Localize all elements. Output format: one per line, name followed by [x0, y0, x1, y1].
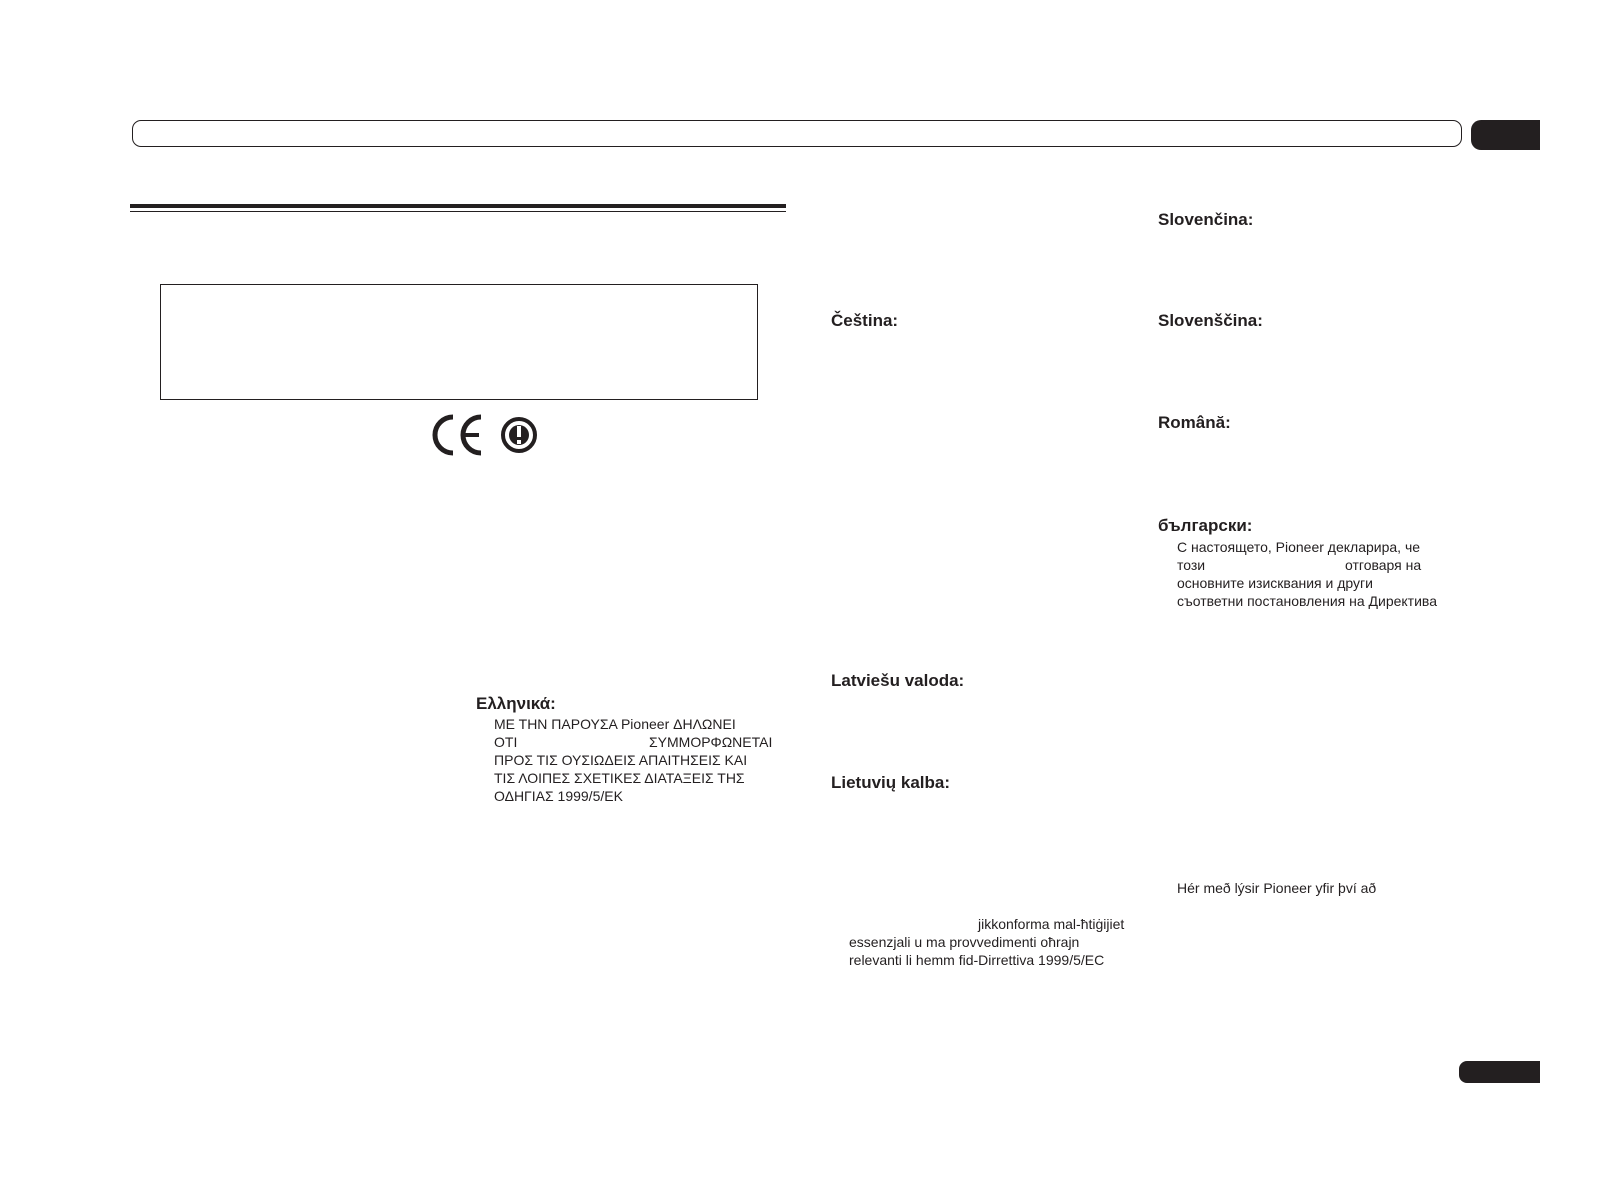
- heading-slovak: Slovenčina:: [1158, 210, 1254, 229]
- heading-latvian: Latviešu valoda:: [831, 671, 965, 690]
- heading-czech: Čeština:: [831, 311, 899, 330]
- ce-mark-icon: [435, 417, 481, 453]
- title-rule-thick: [130, 204, 786, 208]
- heading-greek: Ελληνικά:: [476, 694, 556, 713]
- maltese-line-2: essenzjali u ma provvedimenti oħrajn: [849, 934, 1080, 950]
- maltese-line-3: relevanti li hemm fid-Dirrettiva 1999/5/EC: [849, 952, 1105, 968]
- title-rule-thin: [130, 211, 786, 212]
- greek-line-2a: ΟΤΙ: [494, 734, 518, 750]
- bulgarian-line-4: съответни постановления на Директива: [1177, 593, 1437, 609]
- icelandic-line-1: Hér með lýsir Pioneer yfir því að: [1177, 880, 1377, 896]
- greek-line-5: ΟΔΗΓΙΑΣ 1999/5/ΕΚ: [494, 788, 623, 804]
- greek-line-3: ΠΡΟΣ ΤΙΣ ΟΥΣΙΩΔΕΙΣ ΑΠΑΙΤΗΣΕΙΣ ΚΑΙ: [494, 752, 748, 768]
- bulgarian-line-1: С настоящето, Pioneer декларира, че: [1177, 539, 1421, 555]
- class-2-alert-icon: [503, 419, 535, 451]
- greek-line-4: ΤΙΣ ΛΟΙΠΕΣ ΣΧΕΤΙΚΕΣ ΔΙΑΤΑΞΕΙΣ ΤΗΣ: [494, 770, 745, 786]
- maltese-line-1: jikkonforma mal-ħtiġijiet: [978, 916, 1125, 932]
- bulgarian-line-2b: отговаря на: [1345, 557, 1422, 573]
- greek-line-2b: ΣΥΜΜΟΡΦΩΝΕΤΑΙ: [649, 734, 773, 750]
- bulgarian-line-2a: този: [1177, 557, 1206, 573]
- heading-lithuanian: Lietuvių kalba:: [831, 773, 951, 792]
- header-bar: [132, 120, 1462, 147]
- notice-box: [160, 284, 758, 400]
- page-number-tab: [1459, 1061, 1540, 1083]
- greek-line-1: ΜΕ ΤΗΝ ΠΑΡΟΥΣΑ Pioneer ΔΗΛΩΝΕΙ: [494, 716, 736, 732]
- bulgarian-line-3: основните изисквания и други: [1177, 575, 1373, 591]
- compliance-marks: [431, 411, 541, 459]
- heading-romanian: Română:: [1158, 413, 1231, 432]
- heading-bulgarian: български:: [1158, 516, 1253, 535]
- header-tab: [1471, 120, 1540, 150]
- heading-slovenian: Slovenščina:: [1158, 311, 1263, 330]
